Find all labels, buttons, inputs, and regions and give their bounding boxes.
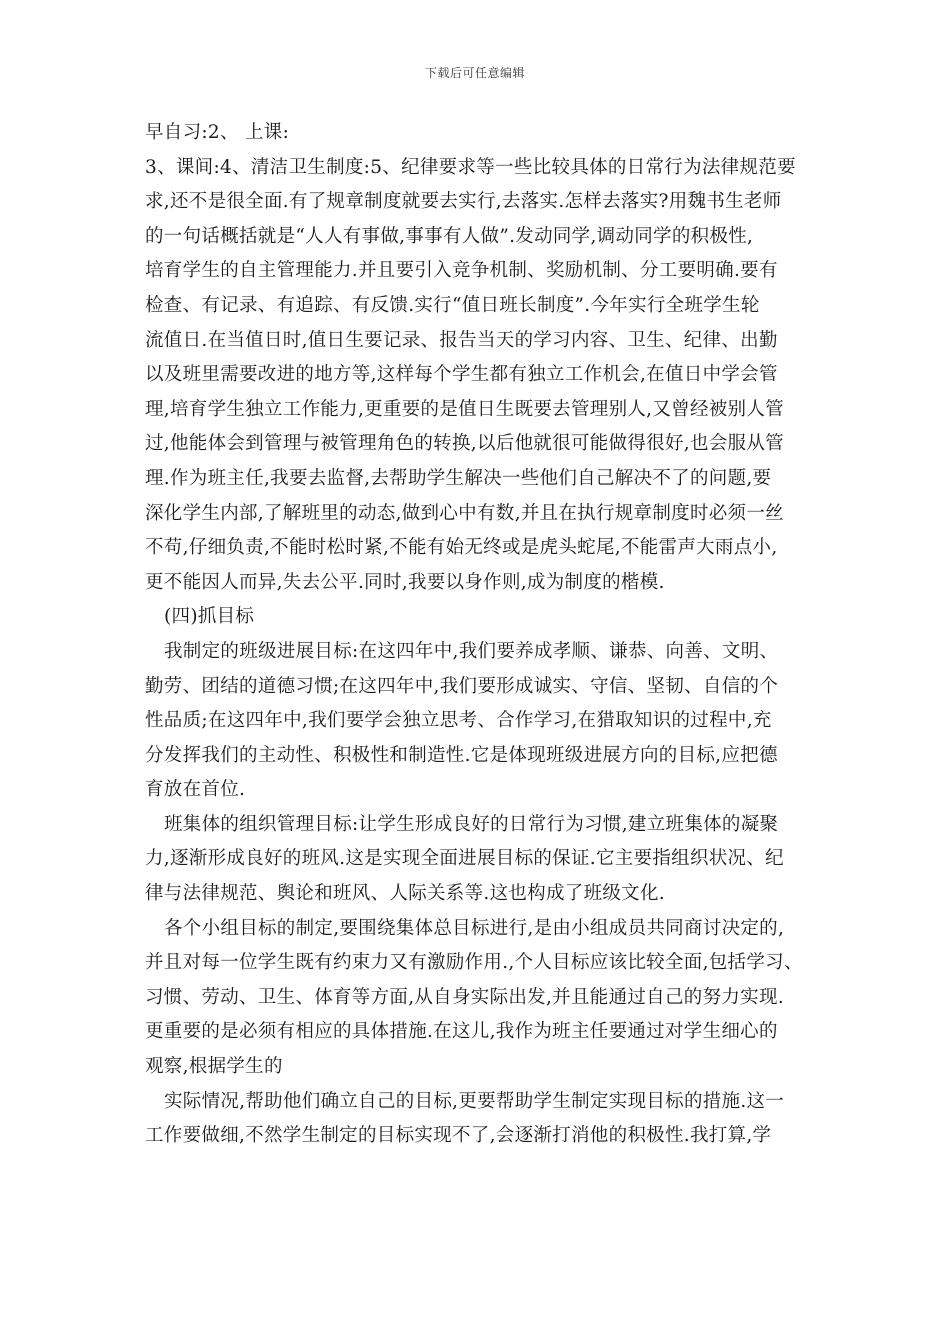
text-line: 以及班里需要改进的地方等,这样每个学生都有独立工作机会,在值日中学会管 [145,364,778,386]
text-line: 律与法律规范、舆论和班风、人际关系等.这也构成了班级文化. [145,883,665,905]
text-line: 力,逐渐形成良好的班风.这是实现全面进展目标的保证.它主要指组织状况、纪 [145,848,784,870]
document-body [145,116,813,1154]
text-line: 观察,根据学生的 [145,1056,283,1078]
text-line: 求,还不是很全面.有了规章制度就要去实行,去落实.怎样去落实?用魏书生老师 [145,191,782,213]
text-line: 习惯、劳动、卫生、体育等方面,从自身实际出发,并且能通过自己的努力实现. [145,986,784,1008]
text-line: 早自习:2、 上课: [145,122,290,143]
text-line: 的一句话概括就是“人人有事做,事事有人做”.发动同学,调动同学的积极性, [145,225,754,247]
text-line: 育放在首位. [145,779,246,801]
page-header: 下载后可任意编辑 [424,66,525,80]
text-line: 我制定的班级进展目标:在这四年中,我们要养成孝顺、谦恭、向善、文明、 [164,640,779,662]
text-line: 不苟,仔细负责,不能时松时紧,不能有始无终或是虎头蛇尾,不能雷声大雨点小, [145,537,778,559]
text-line: 性品质;在这四年中,我们要学会独立思考、合作学习,在猎取知识的过程中,充 [145,710,772,732]
text-line: (四)抓目标 [164,606,255,628]
text-line: 培育学生的自主管理能力.并且要引入竞争机制、奖励机制、分工要明确.要有 [145,260,778,282]
text-line: 深化学生内部,了解班里的动态,做到心中有数,并且在执行规章制度时必须一丝 [145,502,784,524]
text-line: 理.作为班主任,我要去监督,去帮助学生解决一些他们自己解决不了的问题,要 [145,467,772,489]
text-line: 更不能因人而异,失去公平.同时,我要以身作则,成为制度的楷模. [145,571,665,593]
text-line: 班集体的组织管理目标:让学生形成良好的日常行为习惯,建立班集体的凝聚 [164,813,779,835]
text-line: 勤劳、团结的道德习惯;在这四年中,我们要形成诚实、守信、坚韧、自信的个 [145,675,779,697]
paragraph-rules [145,116,813,600]
text-line: 流值日.在当值日时,值日生要记录、报告当天的学习内容、卫生、纪律、出勤 [145,329,778,351]
text-line: 工作要做细,不然学生制定的目标实现不了,会逐渐打消他的积极性.我打算,学 [145,1125,772,1147]
text-line: 并且对每一位学生既有约束力又有激励作用.,个人目标应该比较全面,包括学习、 [145,952,803,974]
paragraph-actual-situation [145,1085,813,1154]
text-line: 实际情况,帮助他们确立自己的目标,更要帮助学生制定实现目标的措施.这一 [164,1090,785,1112]
text-line: 理,培育学生独立工作能力,更重要的是值日生既要去管理别人,又曾经被别人管 [145,398,784,420]
text-line: 更重要的是必须有相应的具体措施.在这儿,我作为班主任要通过对学生细心的 [145,1021,778,1043]
text-line: 检查、有记录、有追踪、有反馈.实行“值日班长制度”.今年实行全班学生轮 [145,294,760,316]
paragraph-class-goals [145,635,813,808]
text-line: 过,他能体会到管理与被管理角色的转换,以后他就很可能做得很好,也会服从管 [145,433,784,455]
section-heading [145,600,813,635]
text-line: 分发挥我们的主动性、积极性和制造性.它是体现班级进展方向的目标,应把德 [145,744,778,766]
paragraph-management-goals [145,808,813,912]
text-line: 各个小组目标的制定,要围绕集体总目标进行,是由小组成员共同商讨决定的, [164,917,785,939]
paragraph-group-goals [145,912,813,1085]
text-line: 3、课间:4、清洁卫生制度:5、纪律要求等一些比较具体的日常行为法律规范要 [145,156,796,178]
